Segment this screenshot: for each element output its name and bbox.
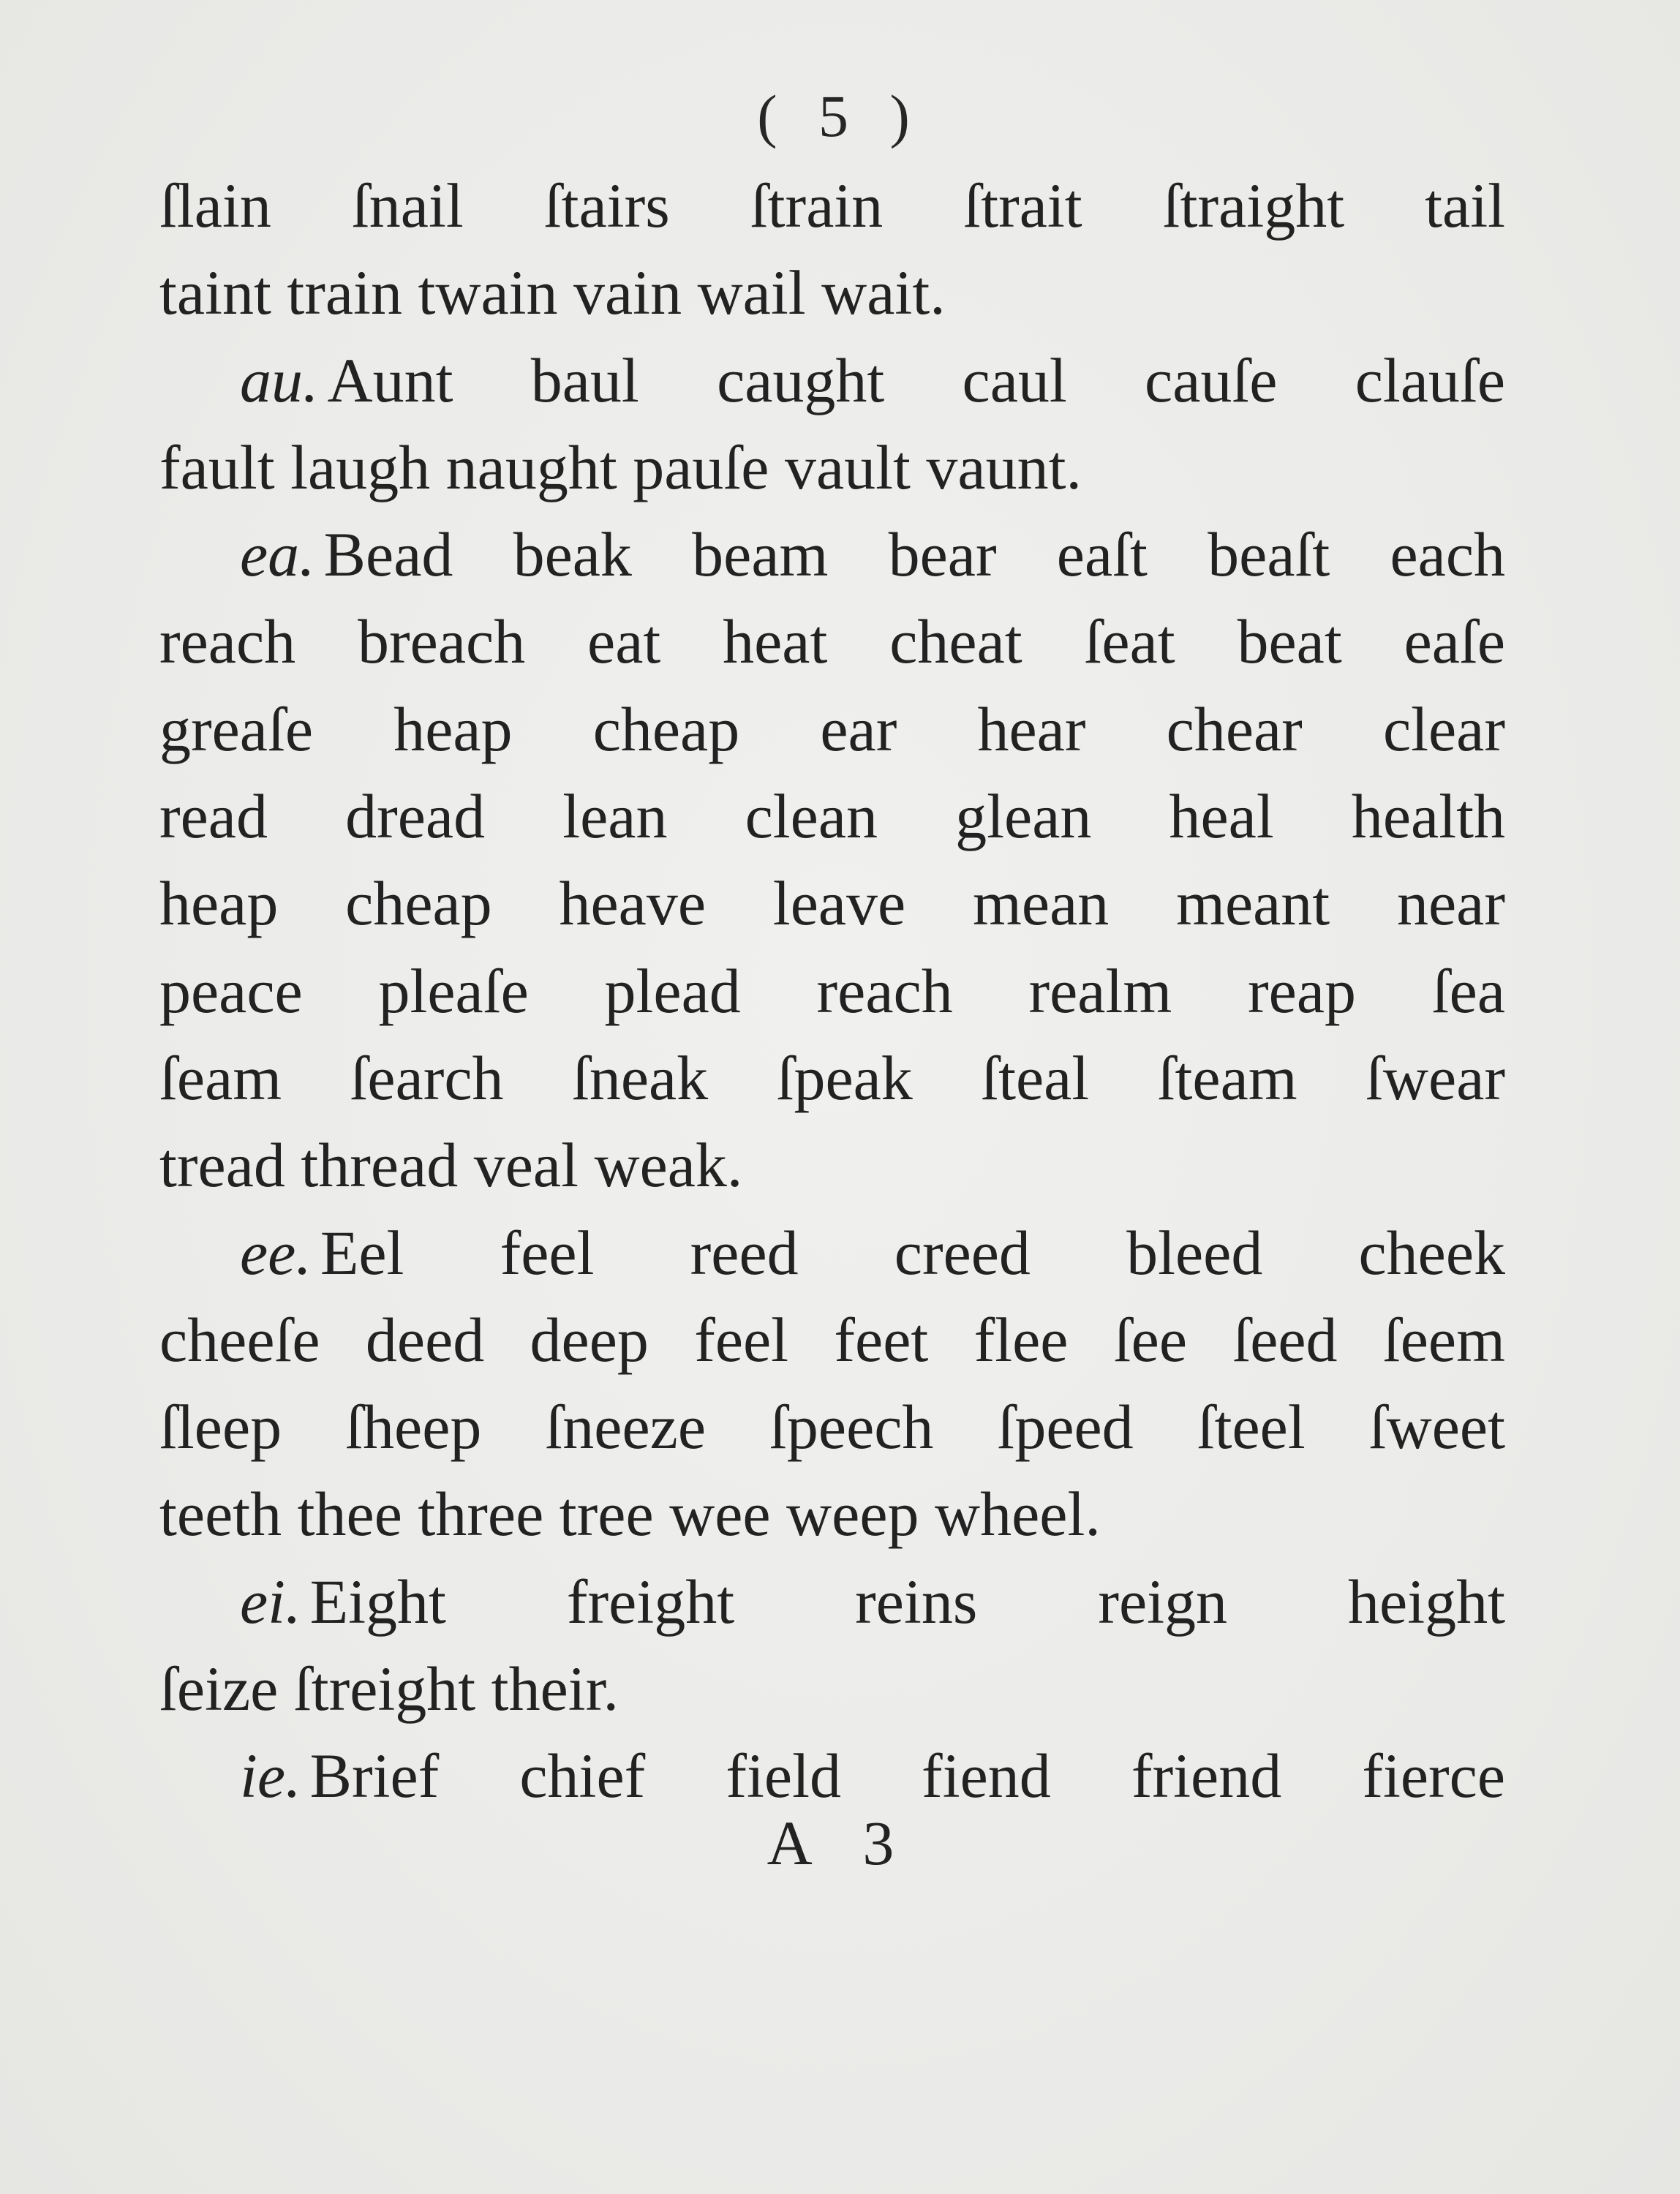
text-line: taint train twain vain wail wait. xyxy=(159,257,946,328)
text-line: tread thread veal weak. xyxy=(159,1130,743,1201)
text-line: ſeize ſtreight their. xyxy=(159,1654,619,1724)
text-line: au. Aunt baul caught caul cauſe clauſe xyxy=(240,344,1505,415)
text-line: read dread lean clean glean heal health xyxy=(159,781,1505,852)
text-line: ſlain ſnail ſtairs ſtrain ſtrait ſtraight tail xyxy=(159,170,1505,241)
text-line: cheeſe deed deep feel feet flee ſee ſeed ſeem xyxy=(159,1304,1505,1375)
section-label: ea. xyxy=(240,519,315,590)
text-line: heap cheap heave leave mean meant near xyxy=(159,868,1505,939)
text-line: ei. Eight freight reins reign height xyxy=(240,1566,1505,1637)
body-text xyxy=(159,162,1505,1820)
text-line: ea. Bead beak beam bear eaſt beaſt each xyxy=(240,519,1505,590)
text-line: fault laugh naught pauſe vault vaunt. xyxy=(159,431,1082,502)
section-label: ie. xyxy=(240,1741,301,1812)
text-line: reach breach eat heat cheat ſeat beat eaſe xyxy=(159,606,1505,677)
section-label: ee. xyxy=(240,1217,312,1288)
text-line: greaſe heap cheap ear hear chear clear xyxy=(159,693,1505,764)
section-label: ei. xyxy=(240,1566,301,1637)
text-line: ſeam ſearch ſneak ſpeak ſteal ſteam ſwear xyxy=(159,1042,1505,1113)
text-line: ee. Eel feel reed creed bleed cheek xyxy=(240,1217,1505,1288)
text-line: ſleep ſheep ſneeze ſpeech ſpeed ſteel ſweet xyxy=(159,1392,1505,1463)
page-number-header: ( 5 ) xyxy=(757,83,923,149)
section-label: au. xyxy=(240,344,319,415)
text-line: teeth thee three tree wee weep wheel. xyxy=(159,1479,1101,1550)
signature-mark: A 3 xyxy=(766,1808,914,1878)
text-line: ie. Brief chief field fiend friend fierce xyxy=(240,1741,1505,1812)
text-line: peace pleaſe plead reach realm reap ſea xyxy=(159,955,1505,1026)
